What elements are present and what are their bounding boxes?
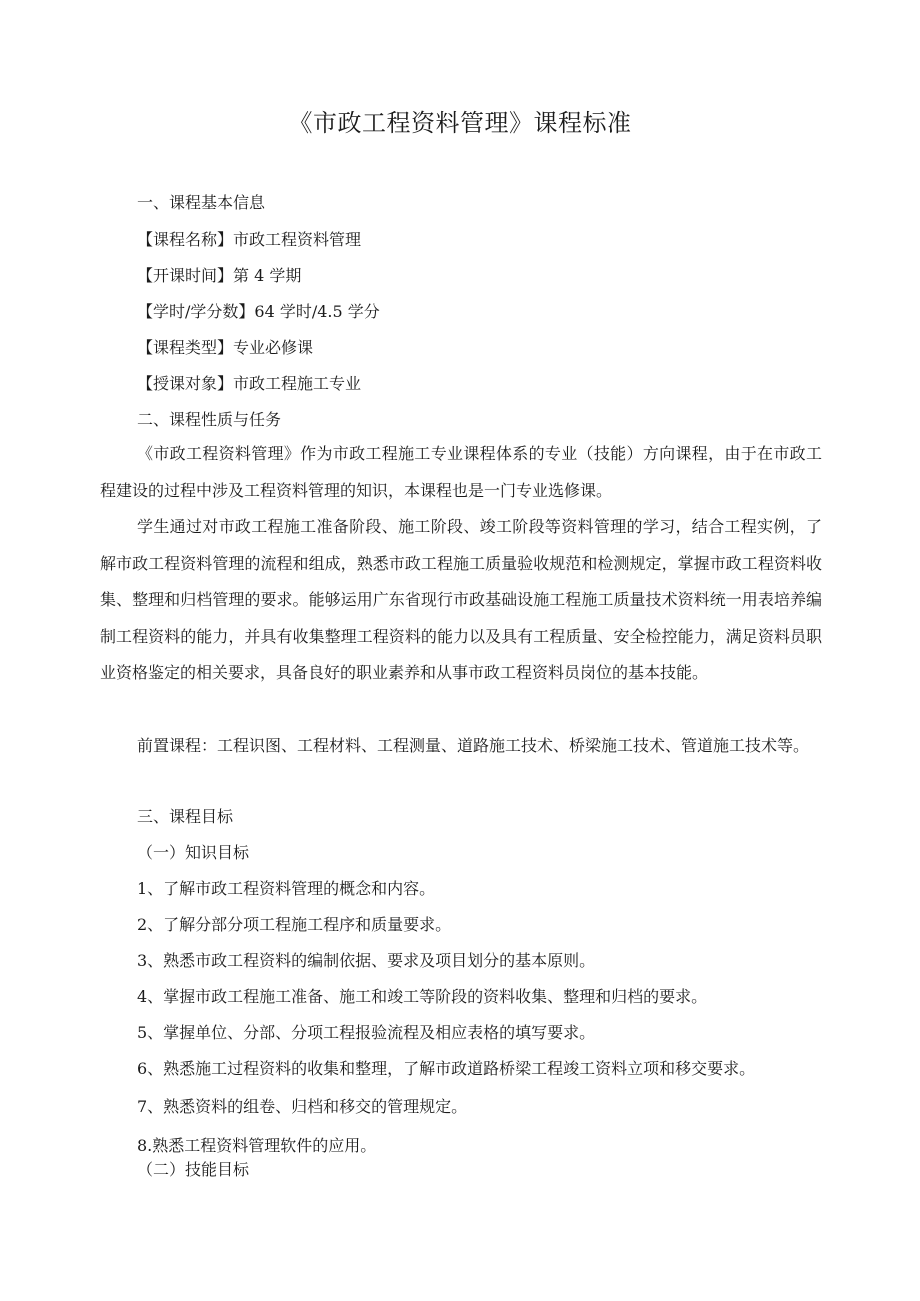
knowledge-item: 6、熟悉施工过程资料的收集和整理，了解市政道路桥梁工程竣工资料立项和移交要求。 — [137, 1059, 756, 1078]
section-heading-nature-task: 二、课程性质与任务 — [137, 410, 282, 429]
paragraph-course-nature: 《市政工程资料管理》作为市政工程施工专业课程体系的专业（技能）方向课程，由于在市政工程建设的过程中涉及工程资料管理的知识，本课程也是一门专业选修课。 — [100, 444, 822, 500]
info-course-type: 【课程类型】专业必修课 — [137, 338, 314, 357]
knowledge-item: 5、掌握单位、分部、分项工程报验流程及相应表格的填写要求。 — [137, 1023, 596, 1042]
paragraph-course-task: 学生通过对市政工程施工准备阶段、施工阶段、竣工阶段等资料管理的学习，结合工程实例，了解市政工程资料管理的流程和组成，熟悉市政工程施工质量验收规范和检测规定，掌握市政工程资料收集、整理和归档管理的要求。能够运用广东省现行市政基础设施工程施工质量技术资料统一用表培养编制工程资料的能力，并具有收集整理工程资料的能力以及具有工程质量、安全检控能力，满足资料员职业资格鉴定的相关要求，具备良好的职业素养和从事市政工程资料员岗位的基本技能。 — [100, 517, 822, 682]
info-course-name: 【课程名称】市政工程资料管理 — [137, 230, 362, 249]
section-heading-basic-info: 一、课程基本信息 — [137, 193, 266, 212]
document-title: 《市政工程资料管理》课程标准 — [288, 109, 632, 137]
knowledge-item: 4、掌握市政工程施工准备、施工和竣工等阶段的资料收集、整理和归档的要求。 — [137, 987, 708, 1006]
knowledge-item: 3、熟悉市政工程资料的编制依据、要求及项目划分的基本原则。 — [137, 951, 596, 970]
knowledge-item: 8.熟悉工程资料管理软件的应用。 — [137, 1136, 377, 1155]
subheading-knowledge-objectives: （一）知识目标 — [137, 843, 250, 862]
info-semester: 【开课时间】第 4 学期 — [137, 266, 302, 285]
info-hours-credits: 【学时/学分数】64 学时/4.5 学分 — [137, 302, 380, 321]
knowledge-item: 1、了解市政工程资料管理的概念和内容。 — [137, 879, 436, 898]
paragraph-prerequisites: 前置课程：工程识图、工程材料、工程测量、道路施工技术、桥梁施工技术、管道施工技术等。 — [137, 736, 810, 755]
knowledge-item: 2、了解分部分项工程施工程序和质量要求。 — [137, 915, 452, 934]
knowledge-item: 7、熟悉资料的组卷、归档和移交的管理规定。 — [137, 1097, 468, 1116]
subheading-skill-objectives: （二）技能目标 — [137, 1160, 250, 1179]
section-heading-objectives: 三、课程目标 — [137, 807, 234, 826]
info-target-students: 【授课对象】市政工程施工专业 — [137, 374, 362, 393]
